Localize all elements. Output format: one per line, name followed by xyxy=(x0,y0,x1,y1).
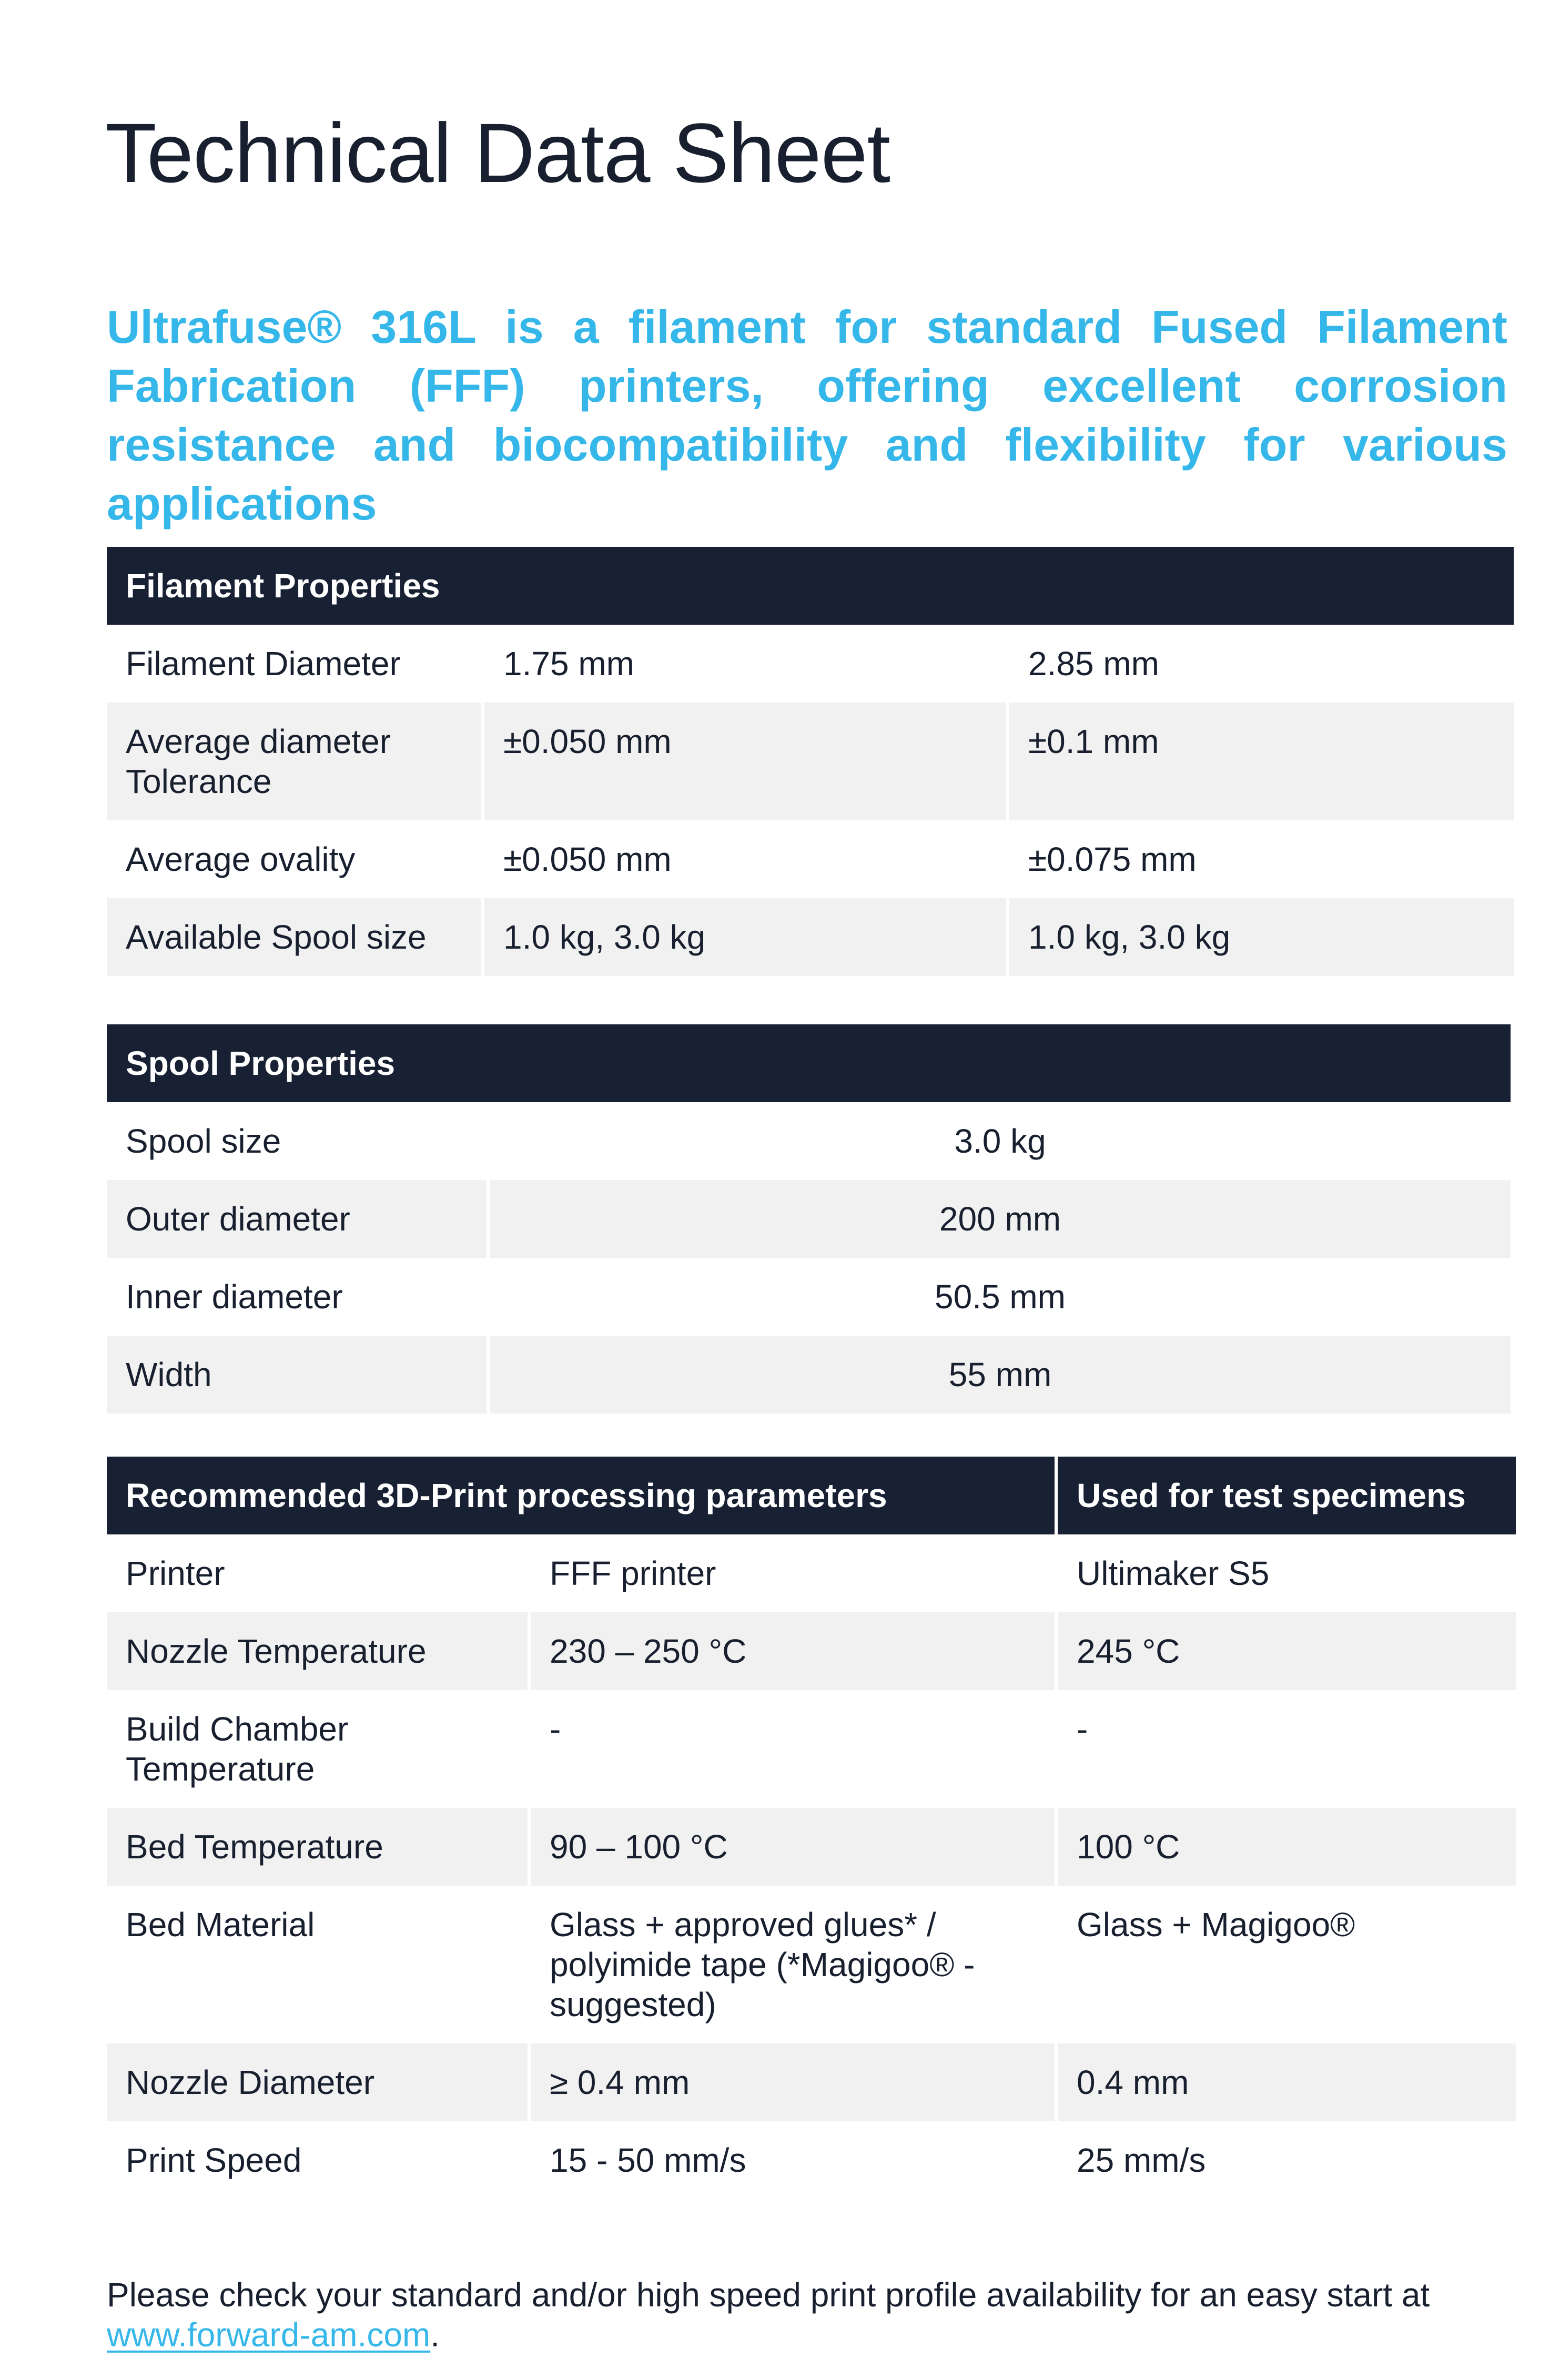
row-value: 3.0 kg xyxy=(954,1122,1046,1160)
table-row xyxy=(107,2121,1516,2199)
table-row xyxy=(107,625,1514,703)
row-label: Build Chamber Temperature xyxy=(126,1710,349,1788)
footer-text: Please check your standard and/or high speed print profile availability for an easy start at xyxy=(107,2276,1430,2314)
table-row xyxy=(107,820,1514,898)
table-row xyxy=(107,1612,1516,1690)
table-row xyxy=(107,898,1514,976)
table-row xyxy=(107,1180,1511,1258)
spool-properties-header-row xyxy=(107,1024,1511,1102)
row-label: Printer xyxy=(126,1554,225,1592)
recommended-value: ≥ 0.4 mm xyxy=(531,2043,1055,2121)
table-row xyxy=(107,1886,1516,2043)
value-1-75: ±0.050 mm xyxy=(503,840,672,878)
row-label: Bed Temperature xyxy=(107,1808,528,1886)
footer-note xyxy=(107,2275,1527,2355)
table-row xyxy=(107,1336,1511,1413)
value-1-75: 1.75 mm xyxy=(503,645,634,683)
test-value: 100 °C xyxy=(1058,1808,1516,1886)
value-2-85: 1.0 kg, 3.0 kg xyxy=(1009,898,1514,976)
spool-properties-header: Spool Properties xyxy=(107,1024,1511,1102)
processing-parameters-table xyxy=(104,1457,1519,2199)
spool-properties-table xyxy=(104,1024,1514,1413)
row-value: 55 mm xyxy=(490,1336,1511,1413)
row-label: Average ovality xyxy=(126,840,356,878)
recommended-value: FFF printer xyxy=(550,1554,716,1592)
table-row xyxy=(107,1258,1511,1336)
recommended-value: 15 - 50 mm/s xyxy=(550,2141,746,2179)
row-label: Width xyxy=(107,1336,487,1413)
row-label: Spool size xyxy=(126,1122,281,1160)
product-intro: Ultrafuse® 316L is a filament for standard Fused Filament Fabrication (FFF) printers, offering excellent corrosion resistance and biocompatibility and flexibility for various applications xyxy=(107,301,1507,530)
forward-am-link[interactable]: www.forward-am.com xyxy=(107,2316,431,2354)
test-value: 0.4 mm xyxy=(1058,2043,1516,2121)
footer-suffix: . xyxy=(430,2316,440,2354)
value-2-85: ±0.1 mm xyxy=(1009,703,1514,820)
filament-properties-header-row xyxy=(107,547,1514,625)
value-1-75: 1.0 kg, 3.0 kg xyxy=(484,898,1006,976)
table-row xyxy=(107,703,1514,820)
row-label: Print Speed xyxy=(126,2141,302,2179)
page-title: Technical Data Sheet xyxy=(105,106,890,200)
test-value: Ultimaker S5 xyxy=(1077,1554,1270,1592)
test-value: 25 mm/s xyxy=(1077,2141,1206,2179)
value-1-75: ±0.050 mm xyxy=(484,703,1006,820)
filament-properties-table xyxy=(104,547,1517,976)
recommended-value: - xyxy=(550,1710,561,1748)
recommended-value: 230 – 250 °C xyxy=(531,1612,1055,1690)
table-row xyxy=(107,1534,1516,1612)
row-label: Outer diameter xyxy=(107,1180,487,1258)
test-value: - xyxy=(1077,1710,1088,1748)
row-value: 50.5 mm xyxy=(935,1278,1066,1316)
row-label: Filament Diameter xyxy=(126,645,401,683)
row-label: Available Spool size xyxy=(107,898,481,976)
row-label: Average diameter Tolerance xyxy=(107,703,481,820)
processing-parameters-header-row xyxy=(107,1457,1516,1534)
value-2-85: ±0.075 mm xyxy=(1028,840,1197,878)
test-value: 245 °C xyxy=(1058,1612,1516,1690)
row-label: Inner diameter xyxy=(126,1278,343,1316)
recommended-parameters-header: Recommended 3D-Print processing parameters xyxy=(107,1457,1055,1534)
row-value: 200 mm xyxy=(490,1180,1511,1258)
table-row xyxy=(107,2043,1516,2121)
value-2-85: 2.85 mm xyxy=(1028,645,1159,683)
row-label: Nozzle Temperature xyxy=(107,1612,528,1690)
row-label: Nozzle Diameter xyxy=(107,2043,528,2121)
test-value: Glass + Magigoo® xyxy=(1077,1906,1355,1944)
table-row xyxy=(107,1102,1511,1180)
filament-properties-header: Filament Properties xyxy=(107,547,1514,625)
row-label: Bed Material xyxy=(126,1906,315,1944)
recommended-value: Glass + approved glues* / polyimide tape (*Magigoo® - suggested) xyxy=(550,1906,975,2023)
recommended-value: 90 – 100 °C xyxy=(531,1808,1055,1886)
table-row xyxy=(107,1808,1516,1886)
table-row xyxy=(107,1690,1516,1808)
test-specimens-header: Used for test specimens xyxy=(1058,1457,1516,1534)
